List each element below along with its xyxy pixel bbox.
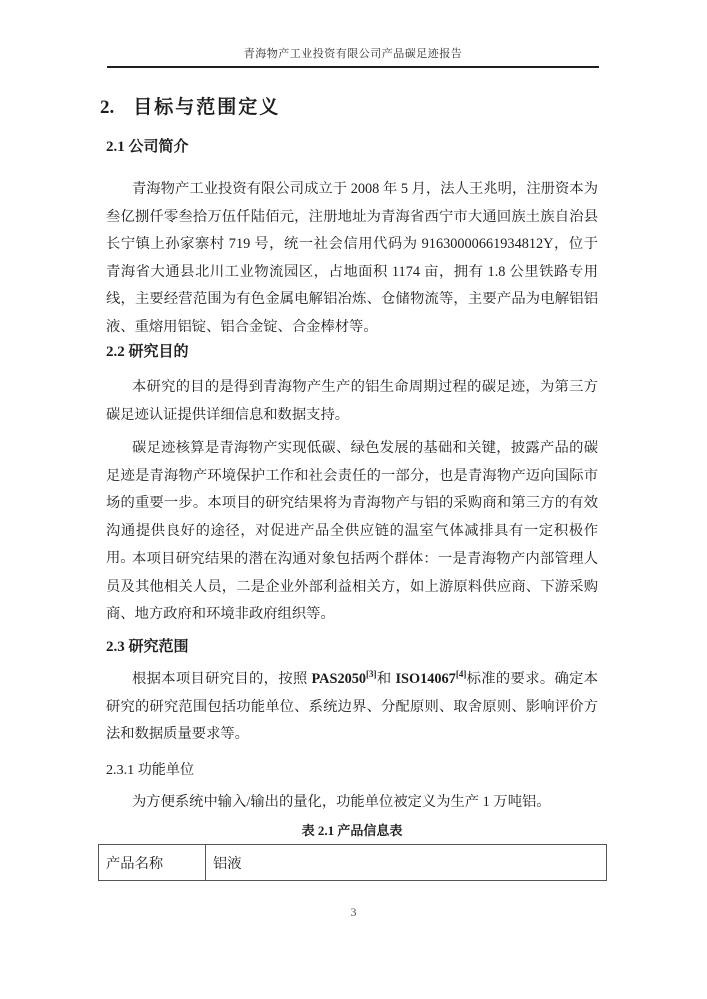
research-scope-rest: 标准的要求。确定本研究的研究范围包括功能单位、系统边界、分配原则、取舍原则、影响评价方法和数据质量要求等。 (106, 671, 599, 742)
product-name-value-cell: 铝液 (206, 845, 607, 881)
paragraph-research-purpose-2: 碳足迹核算是青海物产实现低碳、绿色发展的基础和关键，披露产品的碳足迹是青海物产环境保护工作和社会责任的一部分，也是青海物产迈向国际市场的重要一步。本项目的研究结果将为青海物产与铝的采购商和第三方的有效沟通提供良好的途径，对促进产品全供应链的温室气体减排具有一定积极作用。 (106, 440, 598, 566)
chapter-title: 目标与范围定义 (133, 97, 281, 118)
report-header-title: 青海物产工业投资有限公司产品碳足迹报告 (243, 48, 463, 60)
product-table-row (99, 845, 607, 881)
product-table (98, 844, 607, 881)
section-heading-2-1: 2.1 公司简介 (106, 139, 189, 155)
product-name-label-cell: 产品名称 (99, 845, 206, 881)
standard-name-pas2050: PAS2050 (311, 671, 367, 687)
paragraph-research-scope (106, 666, 598, 749)
section-heading-2-2: 2.2 研究目的 (106, 344, 189, 360)
paragraph-research-purpose-3: 本项目研究结果的潜在沟通对象包括两个群体：一是青海物产内部管理人员及其他相关人员，二是企业外部利益相关方，如上游原料供应商、下游采购商、地方政府和环境非政府组织等。 (106, 551, 598, 622)
report-header (107, 48, 599, 68)
paragraph-research-purpose-1: 本研究的目的是得到青海物产生产的铝生命周期过程的碳足迹，为第三方碳足迹认证提供详细信息和数据支持。 (106, 379, 598, 423)
paragraph-company-intro: 青海物产工业投资有限公司成立于 2008 年 5 月，法人王兆明，注册资本为叁亿捌仟零叁拾万伍仟陆佰元，注册地址为青海省西宁市大通回族土族自治县长宁镇上孙家寨村 719 号，统一社会信用代码为 91630000661934812Y，位于青海省大通县北川工业物流园区，占地面积 1174 亩，拥有 1.8 公里铁路专用线，主要经营范围为有色金属电解铝冶炼、仓储物流等，主要产品为电解铝铝液、重熔用铝锭、铝合金锭、合金棒材等。 (106, 181, 598, 335)
research-scope-intro: 根据本项目研究目的，按照 (132, 671, 312, 687)
reference-marker-4: [4] (455, 669, 467, 680)
chapter-number: 2. (100, 97, 115, 118)
chapter-heading (100, 96, 600, 120)
section-heading-2-3-1: 2.3.1 功能单位 (106, 762, 195, 778)
standard-name-iso14067: ISO14067 (395, 671, 456, 687)
section-heading-2-3: 2.3 研究范围 (106, 639, 189, 655)
paragraph-functional-unit: 为方便系统中输入/输出的量化，功能单位被定义为生产 1 万吨铝。 (132, 794, 551, 810)
page-number: 3 (350, 905, 357, 919)
table-caption: 表 2.1 产品信息表 (301, 823, 403, 838)
research-scope-mid: 和 (376, 671, 396, 687)
reference-marker-3: [3] (366, 669, 377, 680)
